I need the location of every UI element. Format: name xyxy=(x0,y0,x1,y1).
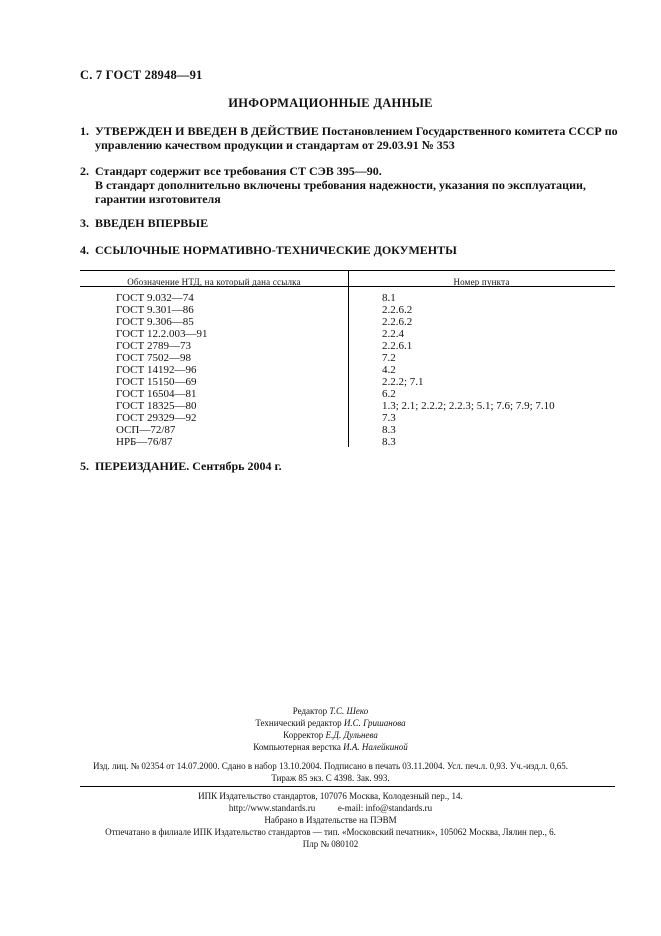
layout-name: И.А. Налейкиной xyxy=(343,742,408,752)
item-number: 4. xyxy=(80,243,89,257)
imprint-print-run: Тираж 85 экз. С 4398. Зак. 993. xyxy=(271,773,390,783)
item-number: 3. xyxy=(80,216,89,230)
clause-number: 6.2 xyxy=(382,388,396,400)
item-text-line-2: В стандарт дополнительно включены требования надежности, указания по эксплуатации, гарантии изготовителя xyxy=(95,178,586,206)
editor-name: Т.С. Шеко xyxy=(329,706,369,716)
imprint-license: Изд. лиц. № 02354 от 14.07.2000. Сдано в набор 13.10.2004. Подписано в печать 03.11.2004. Усл. печ.л. 0,93. Уч.-изд.л. 0,65. xyxy=(92,761,569,771)
corrector-name: Е.Д. Дульнева xyxy=(325,730,378,740)
imprint-corrector xyxy=(0,729,661,741)
table-row xyxy=(80,340,615,352)
table-row xyxy=(80,436,615,448)
table-row xyxy=(80,388,615,400)
ntd-designation: ГОСТ 29329—92 xyxy=(116,412,197,424)
imprint-contacts xyxy=(0,802,661,814)
imprint-typeset: Набрано в Издательстве на ПЭВМ xyxy=(264,815,397,825)
corrector-label: Корректор xyxy=(283,730,324,740)
item-heading: УТВЕРЖДЕН И ВВЕДЕН В ДЕЙСТВИЕ xyxy=(95,124,319,138)
item-text: Постановлением Государственного комитета СССР по управлению качеством продукции и стандартам от 29.03.91 № 353 xyxy=(95,124,618,152)
table-header-clause: Номер пункта xyxy=(453,277,510,287)
table-row xyxy=(80,292,615,304)
table-row xyxy=(80,316,615,328)
clause-number: 4.2 xyxy=(382,364,396,376)
imprint-rule xyxy=(80,786,615,787)
info-item-2 xyxy=(80,164,620,206)
tech-editor-label: Технический редактор xyxy=(255,718,342,728)
item-text-line-1: Стандарт содержит все требования СТ СЭВ 395—90. xyxy=(95,164,382,178)
ntd-designation: НРБ—76/87 xyxy=(116,436,173,448)
clause-number: 2.2.6.1 xyxy=(382,340,413,352)
info-item-5 xyxy=(80,459,620,473)
ntd-designation: ГОСТ 7502—98 xyxy=(116,352,191,364)
table-row xyxy=(80,400,615,412)
table-row xyxy=(80,376,615,388)
clause-number: 2.2.6.2 xyxy=(382,304,413,316)
item-heading: ВВЕДЕН ВПЕРВЫЕ xyxy=(95,216,209,230)
email-link[interactable]: e-mail: info@standards.ru xyxy=(337,803,433,813)
table-body xyxy=(80,292,615,448)
ntd-designation: ГОСТ 9.301—86 xyxy=(116,304,194,316)
item-heading: ПЕРЕИЗДАНИЕ. xyxy=(95,459,190,473)
item-heading: ССЫЛОЧНЫЕ НОРМАТИВНО-ТЕХНИЧЕСКИЕ ДОКУМЕНТЫ xyxy=(95,243,457,257)
item-number: 5. xyxy=(80,459,89,473)
clause-number: 2.2.2; 7.1 xyxy=(382,376,424,388)
layout-label: Компьютерная верстка xyxy=(253,742,341,752)
table-row xyxy=(80,364,615,376)
info-item-4 xyxy=(80,243,620,257)
clause-number: 2.2.4 xyxy=(382,328,404,340)
table-row xyxy=(80,412,615,424)
imprint-layout xyxy=(0,741,661,753)
ntd-designation: ГОСТ 15150—69 xyxy=(116,376,197,388)
info-item-3 xyxy=(80,216,620,230)
ntd-designation: ОСП—72/87 xyxy=(116,424,176,436)
page-header: С. 7 ГОСТ 28948—91 xyxy=(80,68,203,82)
item-text: Сентябрь 2004 г. xyxy=(189,459,282,473)
table-row xyxy=(80,424,615,436)
ntd-designation: ГОСТ 2789—73 xyxy=(116,340,191,352)
table-header-designation: Обозначение НТД, на который дана ссылка xyxy=(127,277,301,287)
reference-table xyxy=(80,270,615,447)
info-item-1 xyxy=(80,124,620,152)
ntd-designation: ГОСТ 9.306—85 xyxy=(116,316,194,328)
clause-number: 7.3 xyxy=(382,412,396,424)
clause-number: 1.3; 2.1; 2.2.2; 2.2.3; 5.1; 7.6; 7.9; 7.10 xyxy=(382,400,555,412)
ntd-designation: ГОСТ 16504—81 xyxy=(116,388,197,400)
ntd-designation: ГОСТ 9.032—74 xyxy=(116,292,194,304)
table-row xyxy=(80,328,615,340)
clause-number: 8.3 xyxy=(382,436,396,448)
website-link[interactable]: http://www.standards.ru xyxy=(228,803,316,813)
item-number: 1. xyxy=(80,124,89,138)
clause-number: 2.2.6.2 xyxy=(382,316,413,328)
editor-label: Редактор xyxy=(292,706,328,716)
imprint-plr: Плр № 080102 xyxy=(302,839,359,849)
imprint-publisher: ИПК Издательство стандартов, 107076 Москва, Колодезный пер., 14. xyxy=(198,791,463,801)
clause-number: 8.1 xyxy=(382,292,396,304)
tech-editor-name: И.С. Гришанова xyxy=(343,718,406,728)
clause-number: 7.2 xyxy=(382,352,396,364)
imprint-tech-editor xyxy=(0,717,661,729)
ntd-designation: ГОСТ 14192—96 xyxy=(116,364,197,376)
item-number: 2. xyxy=(80,164,89,178)
table-row xyxy=(80,304,615,316)
imprint-printed: Отпечатано в филиале ИПК Издательство стандартов — тип. «Московский печатник», 105062 Москва, Лялин пер., 6. xyxy=(105,827,556,837)
ntd-designation: ГОСТ 18325—80 xyxy=(116,400,197,412)
imprint-editor xyxy=(0,705,661,717)
table-row xyxy=(80,352,615,364)
ntd-designation: ГОСТ 12.2.003—91 xyxy=(116,328,208,340)
clause-number: 8.3 xyxy=(382,424,396,436)
page-title: ИНФОРМАЦИОННЫЕ ДАННЫЕ xyxy=(228,96,433,110)
